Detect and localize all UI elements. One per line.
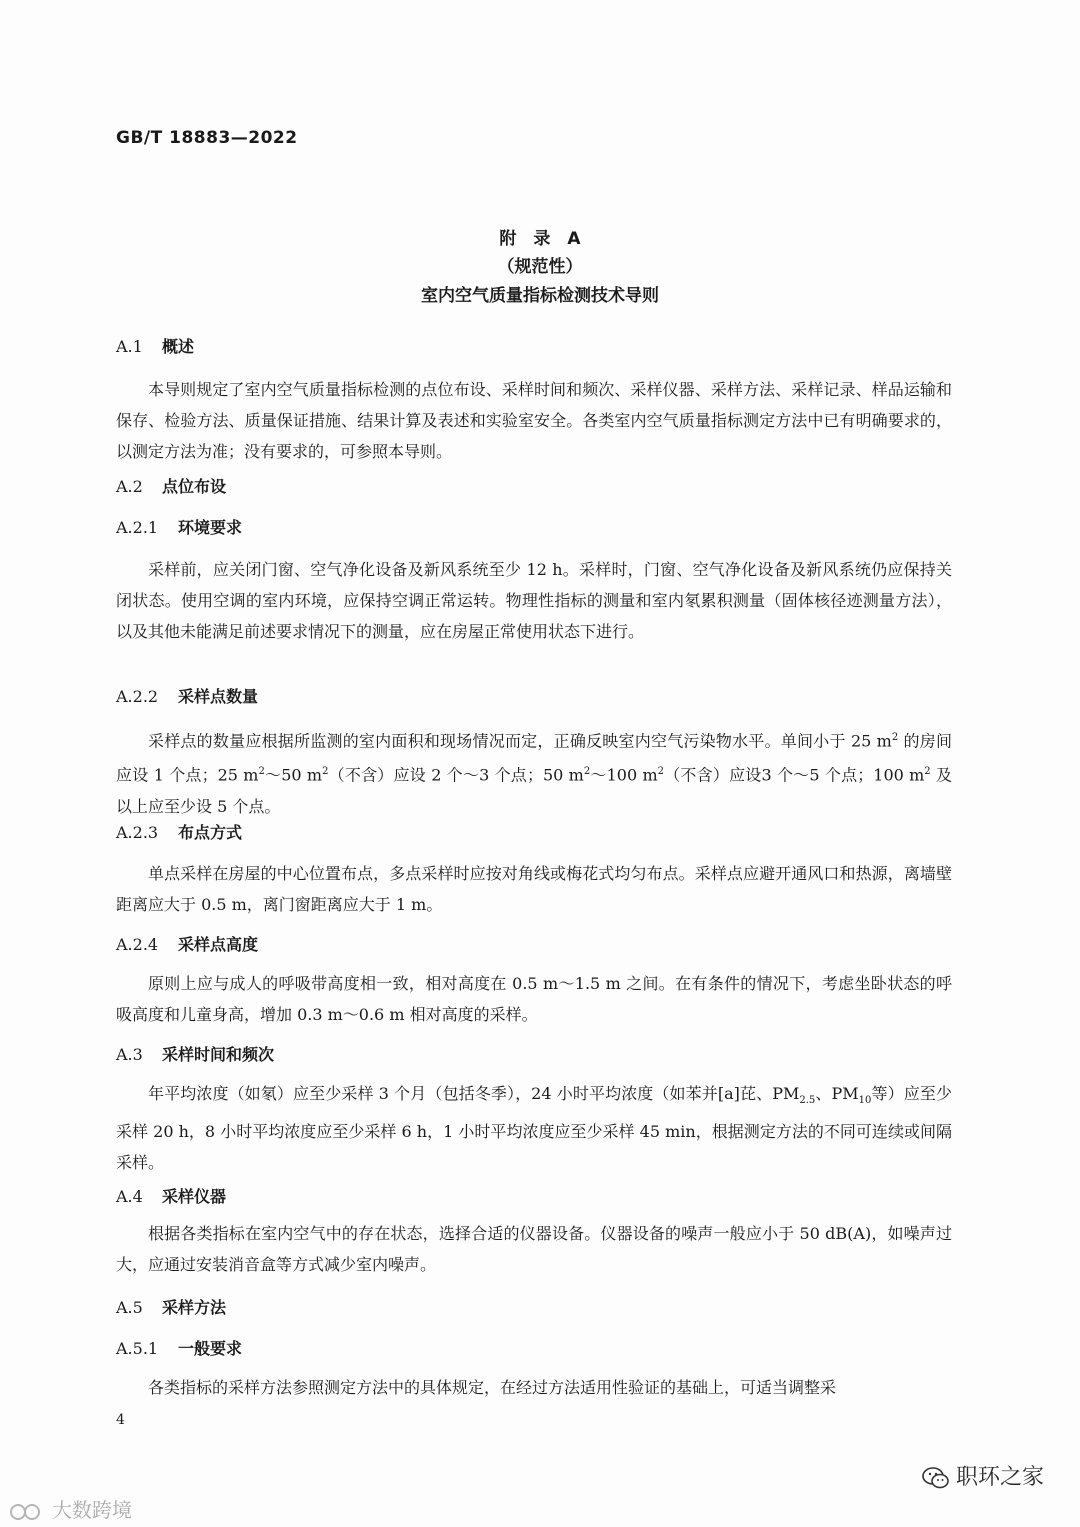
watermark-right xyxy=(922,1460,1044,1491)
text-run: 年平均浓度（如氡）应至少采样 3 个月（包括冬季），24 小时平均浓度（如苯并[a]芘、PM xyxy=(148,1084,800,1103)
text-run: 的房间应设 1 个点；25 m xyxy=(116,731,952,785)
page-number: 4 xyxy=(116,1412,125,1428)
heading-a23 xyxy=(116,820,242,843)
superscript: 2 xyxy=(924,766,931,778)
heading-title: 采样点高度 xyxy=(178,935,259,954)
heading-title: 采样时间和频次 xyxy=(162,1045,275,1064)
heading-a5 xyxy=(116,1295,226,1318)
subscript: 2.5 xyxy=(799,1095,816,1107)
heading-a22 xyxy=(116,684,258,707)
paragraph-a1: 本导则规定了室内空气质量指标检测的点位布设、采样时间和频次、采样仪器、采样方法、采样记录、样品运输和保存、检验方法、质量保证措施、结果计算及表述和实验室安全。各类室内空气质量指标测定方法中已有明确要求的，以测定方法为准；没有要求的，可参照本导则。 xyxy=(116,380,952,461)
paragraph-a51: 各类指标的采样方法参照测定方法中的具体规定，在经过方法适用性验证的基础上，可适当调整采 xyxy=(148,1378,837,1397)
heading-a3 xyxy=(116,1042,274,1065)
heading-a1 xyxy=(116,334,194,357)
subscript: 10 xyxy=(858,1095,872,1107)
heading-title: 采样方法 xyxy=(162,1298,227,1317)
text-run: 及以上应至少设 5 个点。 xyxy=(116,765,952,816)
heading-number: A.5.1 xyxy=(116,1339,159,1358)
heading-number: A.2.1 xyxy=(116,518,159,537)
heading-number: A.4 xyxy=(116,1187,143,1206)
wechat-icon xyxy=(922,1467,950,1489)
logo-icon xyxy=(8,1502,48,1522)
watermark-left xyxy=(8,1494,132,1523)
heading-a4 xyxy=(116,1184,226,1207)
paragraph-a23: 单点采样在房屋的中心位置布点，多点采样时应按对角线或梅花式均匀布点。采样点应避开通风口和热源，离墙壁距离应大于 0.5 m，离门窗距离应大于 1 m。 xyxy=(116,864,952,914)
heading-a21 xyxy=(116,515,242,538)
heading-number: A.2 xyxy=(116,477,143,496)
annex-type: （规范性） xyxy=(497,257,583,277)
paragraph-a21: 采样前，应关闭门窗、空气净化设备及新风系统至少 12 h。采样时，门窗、空气净化设备及新风系统仍应保持关闭状态。使用空调的室内环境，应保持空调正常运转。物理性指标的测量和室内氡累积测量（固体核径迹测量方法），以及其他未能满足前述要求情况下的测量，应在房屋正常使用状态下进行。 xyxy=(116,560,952,641)
superscript: 2 xyxy=(322,766,329,778)
heading-a51 xyxy=(116,1336,242,1359)
text-run: ～100 m xyxy=(590,765,658,785)
text-run: （不含）应设 2 个～3 个点；50 m xyxy=(328,765,584,785)
superscript: 2 xyxy=(258,766,265,778)
watermark-right-text: 职环之家 xyxy=(955,1465,1044,1490)
annex-label: 附 录 A xyxy=(499,229,581,249)
superscript: 2 xyxy=(583,766,591,778)
heading-number: A.5 xyxy=(116,1298,143,1317)
paragraph-a4: 根据各类指标在室内空气中的存在状态，选择合适的仪器设备。仪器设备的噪声一般应小于 50 dB(A)，如噪声过大，应通过安装消音盒等方式减少室内噪声。 xyxy=(116,1224,952,1274)
heading-title: 概述 xyxy=(162,337,195,356)
watermark-left-text: 大数跨境 xyxy=(52,1498,132,1522)
text-run: 采样点的数量应根据所监测的室内面积和现场情况而定，正确反映室内空气污染物水平。单间小于 25 m xyxy=(148,731,892,751)
standard-number: GB/T 18883—2022 xyxy=(116,128,298,148)
heading-number: A.2.3 xyxy=(116,823,159,842)
text-run: 、PM xyxy=(815,1084,859,1103)
annex-title: 室内空气质量指标检测技术导则 xyxy=(421,286,659,306)
text-run: ～50 m xyxy=(264,765,323,785)
heading-title: 布点方式 xyxy=(178,823,243,842)
superscript: 2 xyxy=(891,732,899,743)
heading-title: 采样点数量 xyxy=(178,687,259,706)
heading-number: A.2.2 xyxy=(116,687,159,706)
heading-number: A.1 xyxy=(116,337,143,356)
paragraph-a3 xyxy=(116,1078,952,1178)
heading-title: 环境要求 xyxy=(178,518,243,537)
text-run: 等）应至少采样 20 h，8 小时平均浓度应至少采样 6 h，1 小时平均浓度应至少采样 45 min，根据测定方法的不同可连续或间隔采样。 xyxy=(116,1084,952,1173)
heading-a24 xyxy=(116,932,258,955)
paragraph-a22 xyxy=(116,722,952,822)
heading-number: A.2.4 xyxy=(116,935,159,954)
paragraph-a24: 原则上应与成人的呼吸带高度相一致，相对高度在 0.5 m～1.5 m 之间。在有条件的情况下，考虑坐卧状态的呼吸高度和儿童身高，增加 0.3 m～0.6 m 相对高度的采样。 xyxy=(116,974,952,1024)
heading-a2 xyxy=(116,474,226,497)
heading-title: 一般要求 xyxy=(178,1339,243,1358)
text-run: （不含）应设3 个～5 个点；100 m xyxy=(664,765,925,785)
heading-title: 点位布设 xyxy=(162,477,227,496)
superscript: 2 xyxy=(657,766,665,778)
heading-number: A.3 xyxy=(116,1045,143,1064)
heading-title: 采样仪器 xyxy=(162,1187,227,1206)
